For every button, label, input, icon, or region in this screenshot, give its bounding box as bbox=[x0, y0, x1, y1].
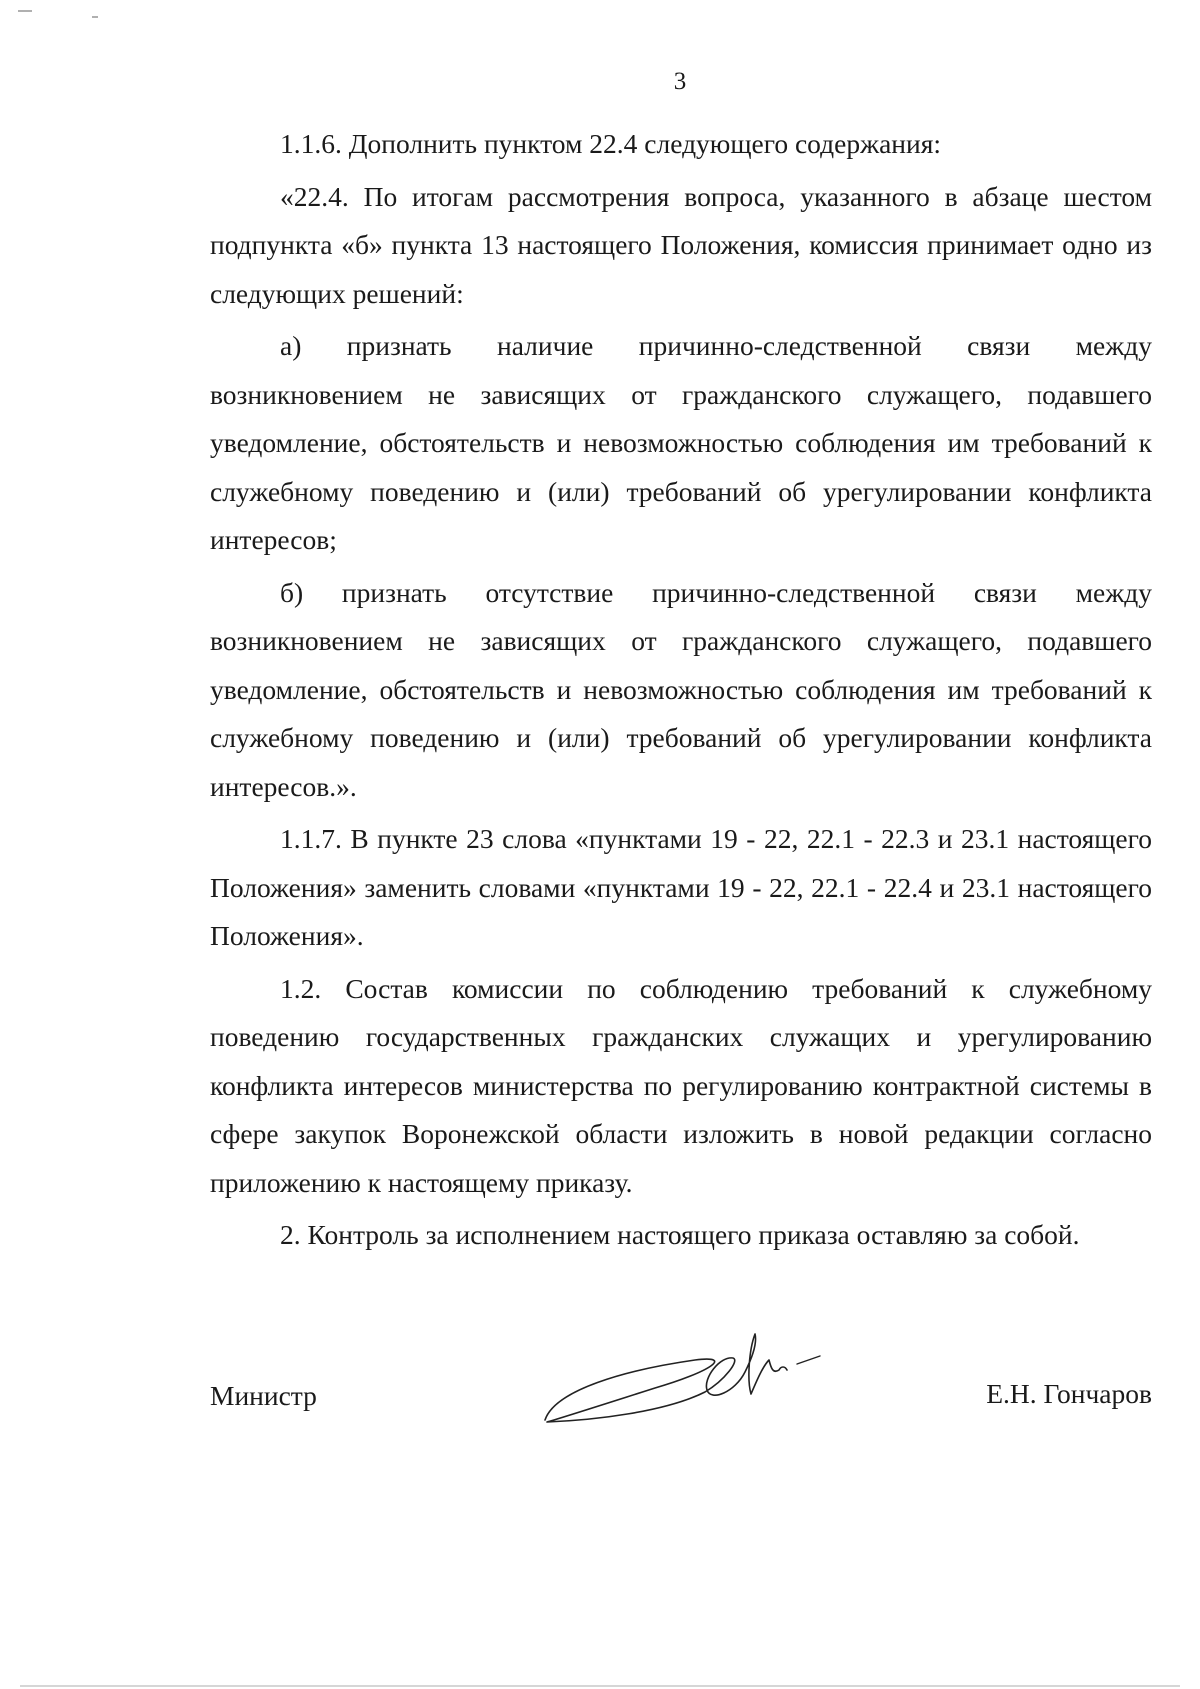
paragraph-22-4: «22.4. По итогам рассмотрения вопроса, указанного в абзаце шестом подпункта «б» пункта 13 настоящего Положения, комиссия принимает одно из следующих решений: bbox=[210, 180, 1152, 309]
paragraph-1-1-7: 1.1.7. В пункте 23 слова «пунктами 19 - 22, 22.1 - 22.3 и 23.1 настоящего Положения» заменить словами «пунктами 19 - 22, 22.1 - 22.4 и 23.1 настоящего Положения». bbox=[210, 823, 1152, 951]
scan-mark-left bbox=[18, 10, 32, 12]
scan-mark-right bbox=[92, 16, 98, 18]
paragraph-item-a: а) признать наличие причинно-следственной связи между возникновением не зависящих от гражданского служащего, подавшего уведомление, обстоятельств и невозможностью соблюдения им требований к служебному поведению и (или) требований об урегулировании конфликта интересов; bbox=[210, 330, 1152, 555]
paragraph-1-2: 1.2. Состав комиссии по соблюдению требований к служебному поведению государственных гражданских служащих и урегулированию конфликта интересов министерства по регулированию контрактной системы в сфере закупок Воронежской области изложить в новой редакции согласно приложению к настоящему приказу. bbox=[210, 972, 1152, 1198]
signer-position: Министр bbox=[210, 1380, 317, 1411]
handwritten-signature bbox=[535, 1320, 835, 1437]
document-body bbox=[210, 120, 1152, 1260]
page-number: 3 bbox=[673, 68, 687, 95]
paragraph-1-1-6: 1.1.6. Дополнить пунктом 22.4 следующего содержания: bbox=[280, 128, 941, 159]
signer-name: Е.Н. Гончаров bbox=[986, 1378, 1152, 1409]
paragraph-2: 2. Контроль за исполнением настоящего приказа оставляю за собой. bbox=[280, 1219, 1080, 1250]
paragraph-item-b: б) признать отсутствие причинно-следственной связи между возникновением не зависящих от гражданского служащего, подавшего уведомление, обстоятельств и невозможностью соблюдения им требований к служебному поведению и (или) требований об урегулировании конфликта интересов.». bbox=[210, 576, 1152, 802]
scan-bottom-edge bbox=[20, 1685, 1180, 1687]
signature-block bbox=[210, 1370, 1152, 1430]
